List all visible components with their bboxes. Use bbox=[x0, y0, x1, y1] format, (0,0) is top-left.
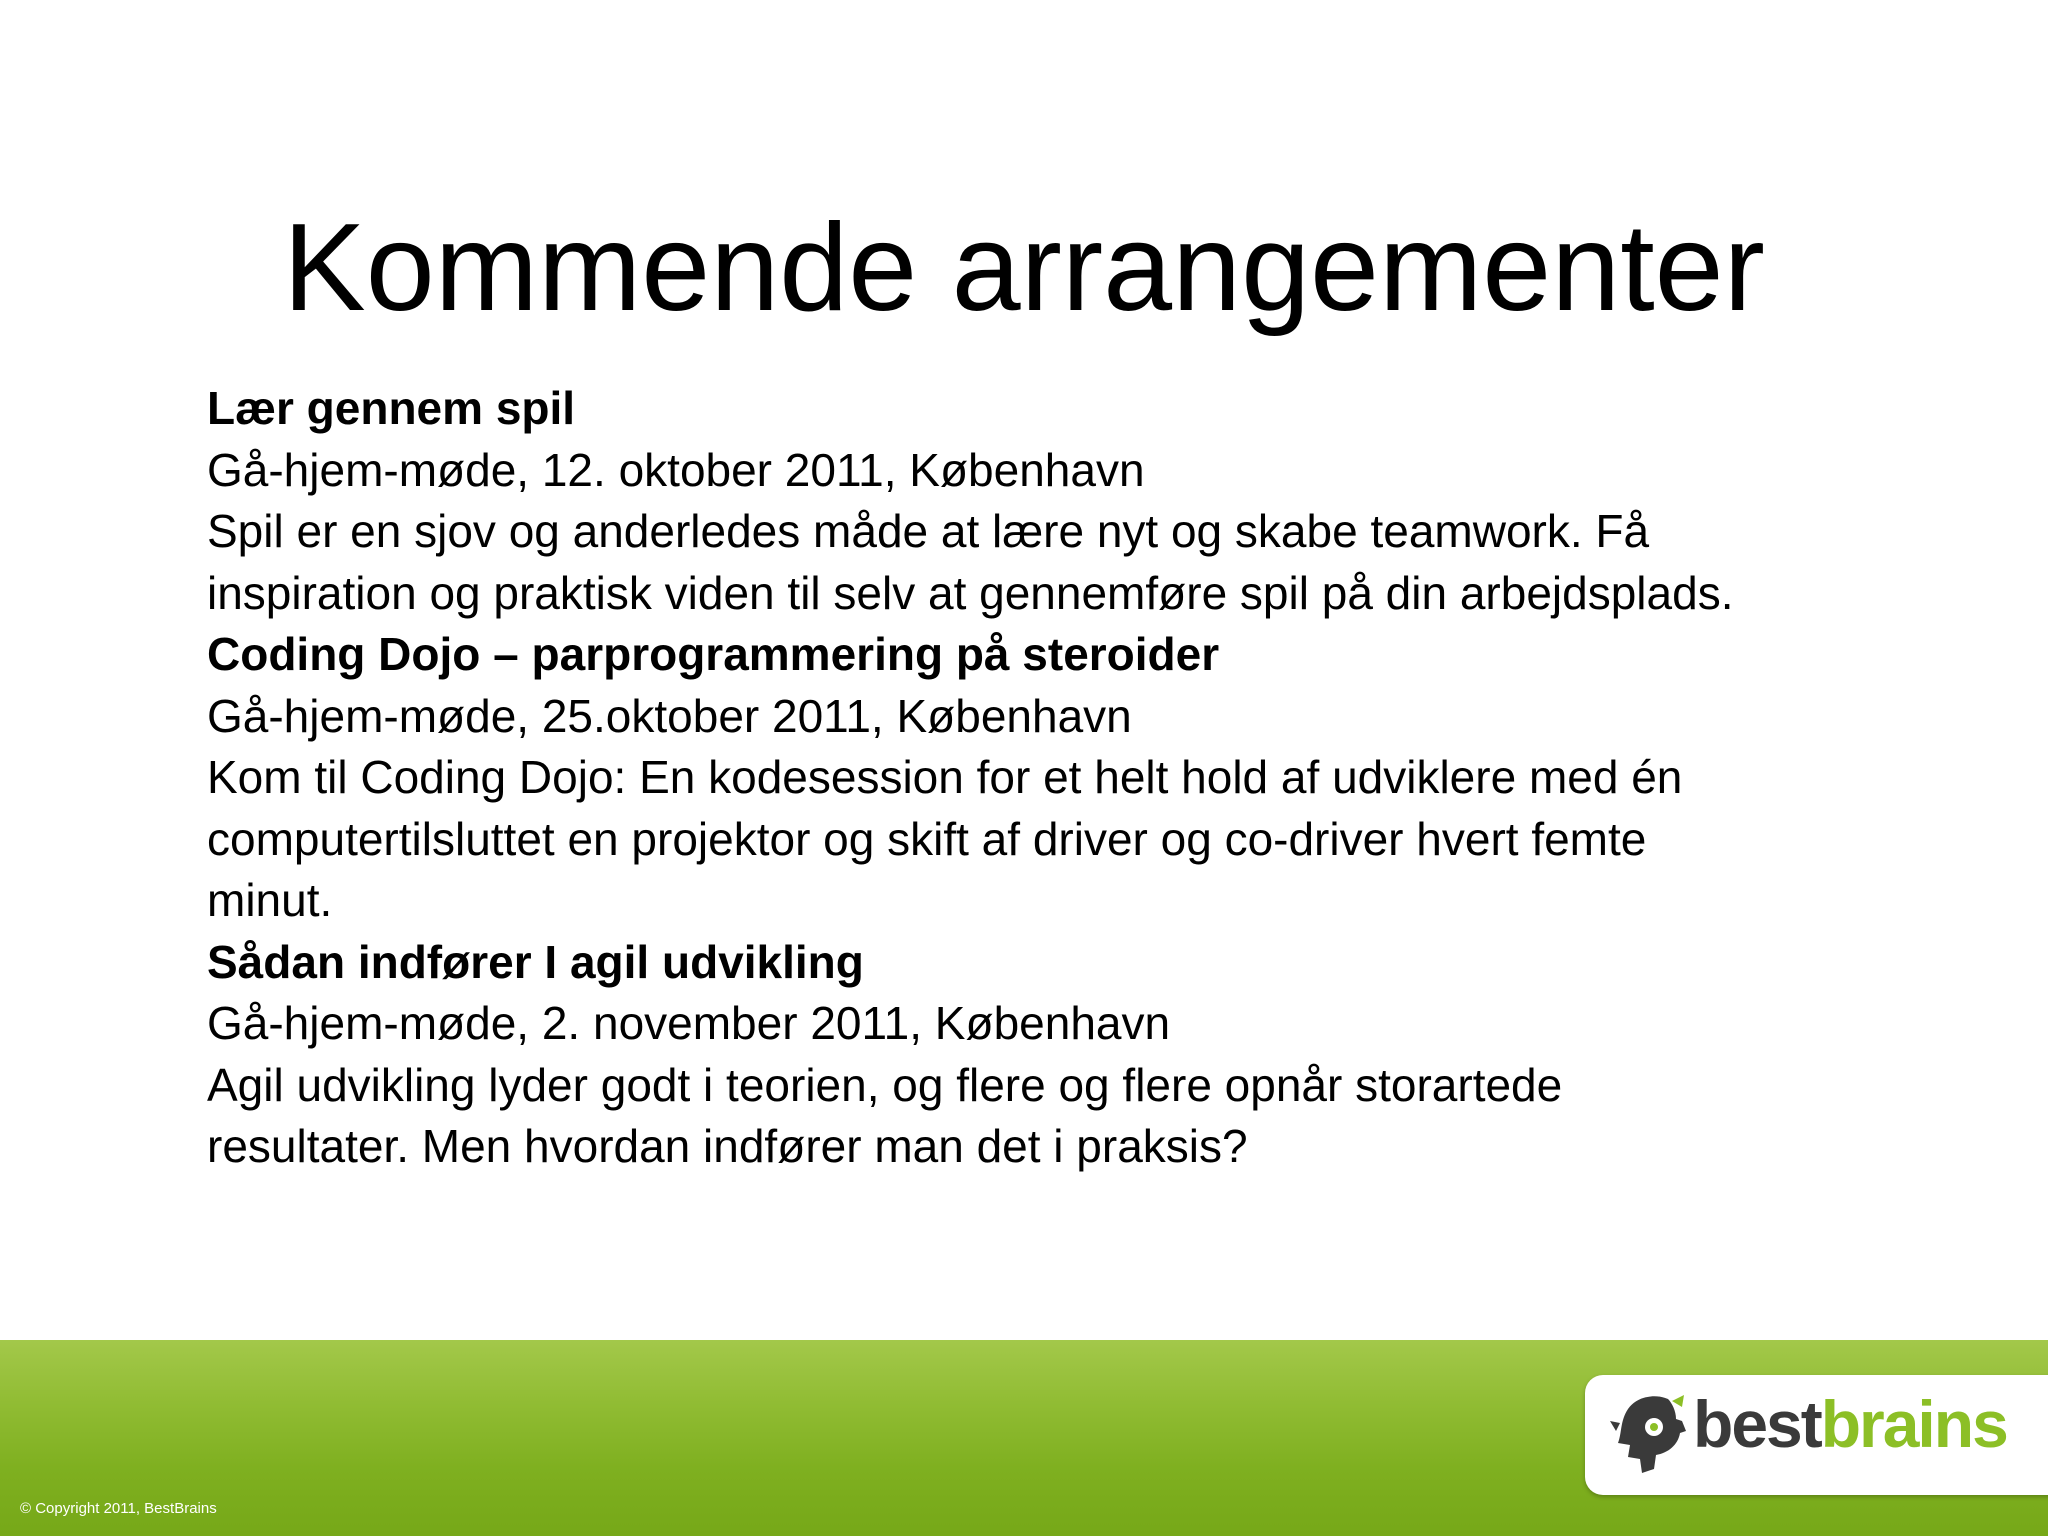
event-item bbox=[207, 624, 1767, 932]
event-title: Coding Dojo – parprogrammering på steroider bbox=[207, 628, 1220, 680]
events-list bbox=[207, 378, 1767, 1178]
event-title: Lær gennem spil bbox=[207, 382, 576, 434]
event-title: Sådan indfører I agil udvikling bbox=[207, 935, 864, 988]
event-meta: Gå-hjem-møde, 2. november 2011, København bbox=[207, 997, 1171, 1049]
logo-wordmark: bestbrains bbox=[1693, 1387, 2007, 1461]
slide-title: Kommende arrangementer bbox=[283, 199, 1765, 337]
copyright-text: © Copyright 2011, BestBrains bbox=[20, 1500, 217, 1517]
bestbrains-logo bbox=[1585, 1375, 2048, 1495]
event-description: Spil er en sjov og anderledes måde at lære nyt og skabe teamwork. Få inspiration og praktisk viden til selv at gennemføre spil på din arbejdsplads. bbox=[207, 505, 1734, 619]
event-meta: Gå-hjem-møde, 25.oktober 2011, København bbox=[207, 689, 1132, 742]
event-item bbox=[207, 378, 1767, 624]
event-item bbox=[207, 932, 1767, 1178]
gear-head-logo-icon bbox=[1610, 1393, 1690, 1479]
event-description: Kom til Coding Dojo: En kodesession for et helt hold af udviklere med én computertilsluttet en projektor og skift af driver og co-driver hvert femte minut. bbox=[207, 751, 1683, 926]
event-description: Agil udvikling lyder godt i teorien, og flere og flere opnår storartede resultater. Men hvordan indfører man det i praksis? bbox=[207, 1058, 1563, 1172]
event-meta: Gå-hjem-møde, 12. oktober 2011, København bbox=[207, 443, 1145, 496]
